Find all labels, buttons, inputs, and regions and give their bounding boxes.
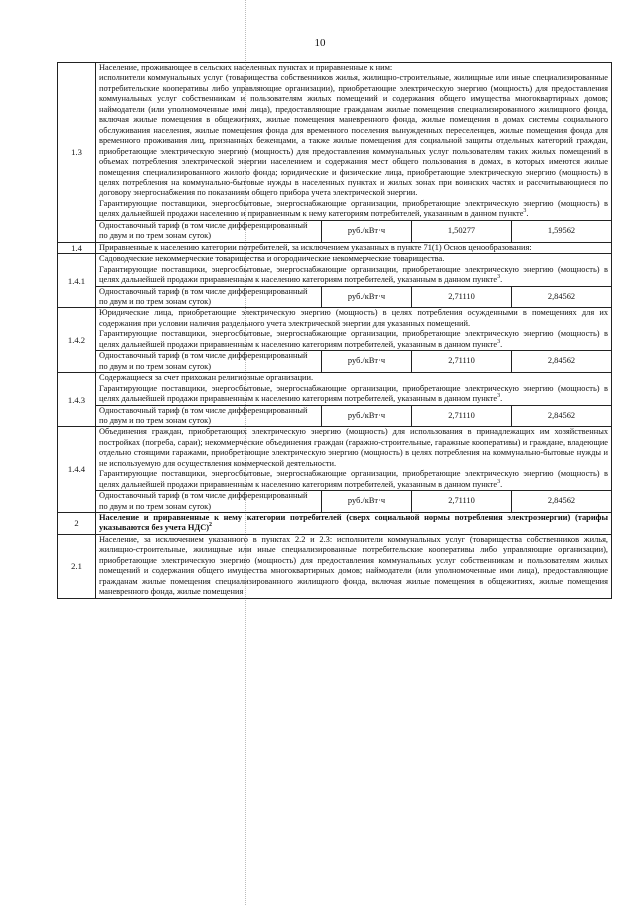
table-row <box>58 534 612 598</box>
tariff-value-2: 2,84562 <box>512 286 612 308</box>
tariff-label: Одноставочный тариф (в том числе дифференцированный по двум и по трем зонам суток) <box>96 405 322 427</box>
row-description <box>96 308 612 351</box>
description-paragraph: исполнители коммунальных услуг (товарищества собственников жилья, жилищно-строительные, жилищные или иные специализированные потребительские кооперативы либо управляющие организации), приобретающие электрическую энергию (мощность) для предоставления коммунальных услуг собственникам и пользователям жилых помещений и содержания общего имущества многоквартирных домов; наймодатели (или уполномоченные ими лица), предоставляющие гражданам жилые помещения специализированного жилищного фонда, включая жилые помещения в общежитиях, жилые помещения маневренного фонда, жилые помещения в домах системы социального обслуживания населения, жилые помещения фонда для временного поселения вынужденных переселенцев, жилые помещения фонда для временного проживания лиц, признанных беженцами, а также жилые помещения для социальной защиты отдельных категорий граждан, приобретающие электрическую энергию (мощность) для предоставления коммунальных услуг пользователям таких жилых помещений в объемах потребления электрической энергии населением и содержания мест общего пользования в домах, в которых имеются жилые помещения специализированного жилого фонда; юридические и физические лица, приобретающие электрическую энергию (мощность) в целях потребления на коммунально-бытовые нужды в населенных пунктах и жилых зонах при воинских частях и рассчитывающиеся по договору энергоснабжения по показаниям общего прибора учета электрической энергии. <box>99 73 609 198</box>
page-number: 10 <box>314 37 326 49</box>
tariff-row <box>58 286 612 308</box>
row-number: 1.4 <box>58 242 96 253</box>
footnote-mark: 3 <box>497 338 501 345</box>
footnote-mark: 3 <box>523 208 527 215</box>
row-number: 1.4.3 <box>58 373 96 427</box>
tariff-value-2: 2,84562 <box>512 405 612 427</box>
table-row <box>58 427 612 491</box>
tariff-unit: руб./кВт·ч <box>322 405 412 427</box>
table-row <box>58 254 612 286</box>
row-description <box>96 242 612 253</box>
footnote-mark: 3 <box>497 274 501 281</box>
description-paragraph: Юридические лица, приобретающие электрическую энергию (мощность) в целях потребления осужденными в помещениях для их содержания при условии наличия раздельного учета электрической энергии для указанных помещений. <box>99 308 609 328</box>
section-row <box>58 513 612 535</box>
tariff-label: Одноставочный тариф (в том числе дифференцированный по двум и по трем зонам суток) <box>96 286 322 308</box>
tariff-table <box>57 62 612 599</box>
row-number: 1.3 <box>58 63 96 243</box>
tariff-value-2: 2,84562 <box>512 351 612 373</box>
tariff-row <box>58 351 612 373</box>
description-paragraph: Гарантирующие поставщики, энергосбытовые, энергоснабжающие организации, приобретающие электрическую энергию (мощность) в целях дальнейшей продажи населению и приравненным к нему категориям потребителей, указанным в данном пункте$^3$. <box>99 198 609 219</box>
row-number: 1.4.1 <box>58 254 96 308</box>
tariff-label: Одноставочный тариф (в том числе дифференцированный по двум и по трем зонам суток) <box>96 491 322 513</box>
section-title: Население и приравненные к нему категории потребителей (сверх социальной нормы потребления электроэнергии) (тарифы указываются без учета НДС)$^2$ <box>96 513 612 535</box>
tariff-value-2: 1,59562 <box>512 220 612 242</box>
description-paragraph: Гарантирующие поставщики, энергосбытовые, энергоснабжающие организации, приобретающие электрическую энергию (мощность) в целях дальнейшей продажи приравненным к населению категориям потребителей, указанным в данном пункте$^3$. <box>99 329 609 349</box>
tariff-value-1: 2,71110 <box>412 491 512 513</box>
footnote-mark: 2 <box>209 522 213 529</box>
row-description <box>96 254 612 286</box>
section-number: 2 <box>58 513 96 535</box>
description-paragraph: Гарантирующие поставщики, энергосбытовые, энергоснабжающие организации, приобретающие электрическую энергию (мощность) в целях дальнейшей продажи приравненным к населению категориям потребителей, указанным в данном пункте$^3$. <box>99 264 609 285</box>
row-description <box>96 63 612 221</box>
footnote-mark: 3 <box>497 393 501 400</box>
tariff-unit: руб./кВт·ч <box>322 491 412 513</box>
row-description: Население, за исключением указанного в пунктах 2.2 и 2.3: исполнители коммунальных услуг (товарищества собственников жилья, жилищно-строительные, жилищные или иные специализированные потребительские кооперативы либо управляющие организации), приобретающие электрическую энергию (мощность) для предоставления коммунальных услуг собственникам и пользователям жилых помещений и содержания общего имущества многоквартирных домов; наймодатели (или уполномоченные ими лица), предоставляющие гражданам жилые помещения специализированного жилищного фонда, включая жилые помещения в общежитиях, жилые помещения маневренного фонда, жилые помещения <box>96 534 612 598</box>
row-description <box>96 373 612 405</box>
row-number: 1.4.4 <box>58 427 96 513</box>
description-paragraph: Гарантирующие поставщики, энергосбытовые, энергоснабжающие организации, приобретающие электрическую энергию (мощность) в целях дальнейшей продажи приравненным к населению категориям потребителей, указанным в данном пункте$^3$. <box>99 383 609 404</box>
table-row <box>58 308 612 351</box>
row-number: 2.1 <box>58 534 96 598</box>
row-number: 1.4.2 <box>58 308 96 373</box>
tariff-value-2: 2,84562 <box>512 491 612 513</box>
footnote-mark: 3 <box>497 478 501 485</box>
tariff-row <box>58 405 612 427</box>
description-paragraph: Приравненные к населению категории потребителей, за исключением указанных в пункте 71(1) Основ ценообразования: <box>99 242 532 252</box>
tariff-value-1: 2,71110 <box>412 405 512 427</box>
tariff-label: Одноставочный тариф (в том числе дифференцированный по двум и по трем зонам суток) <box>96 220 322 242</box>
tariff-row <box>58 491 612 513</box>
table-row <box>58 63 612 221</box>
tariff-value-1: 2,71110 <box>412 351 512 373</box>
tariff-label: Одноставочный тариф (в том числе дифференцированный по двум и по трем зонам суток) <box>96 351 322 373</box>
tariff-unit: руб./кВт·ч <box>322 286 412 308</box>
tariff-unit: руб./кВт·ч <box>322 351 412 373</box>
tariff-row <box>58 220 612 242</box>
tariff-value-1: 2,71110 <box>412 286 512 308</box>
description-paragraph: Содержащиеся за счет прихожан религиозные организации. <box>99 373 314 383</box>
table-row <box>58 373 612 405</box>
tariff-value-1: 1,50277 <box>412 220 512 242</box>
table-row <box>58 242 612 253</box>
tariff-unit: руб./кВт·ч <box>322 220 412 242</box>
description-paragraph: Объединения граждан, приобретающих электрическую энергию (мощность) для использования в принадлежащих им хозяйственных постройках (погреба, сараи); некоммерческие объединения граждан (гаражно-строительные, гаражные кооперативы) и граждане, владеющие отдельно стоящими гаражами, приобретающие электрическую энергию (мощность) в целях потребления на коммунально-бытовые нужды и не используемую для осуществления коммерческой деятельности. <box>99 427 609 468</box>
description-paragraph: Гарантирующие поставщики, энергосбытовые, энергоснабжающие организации, приобретающие электрическую энергию (мощность) в целях дальнейшей продажи приравненным к населению категориям потребителей, указанным в данном пункте$^3$. <box>99 469 609 489</box>
description-paragraph: Население, проживающее в сельских населенных пунктах и приравненные к ним: <box>99 63 393 72</box>
description-paragraph: Садоводческие некоммерческие товарищества и огороднические некоммерческие товарищества. <box>99 254 445 264</box>
row-description <box>96 427 612 491</box>
